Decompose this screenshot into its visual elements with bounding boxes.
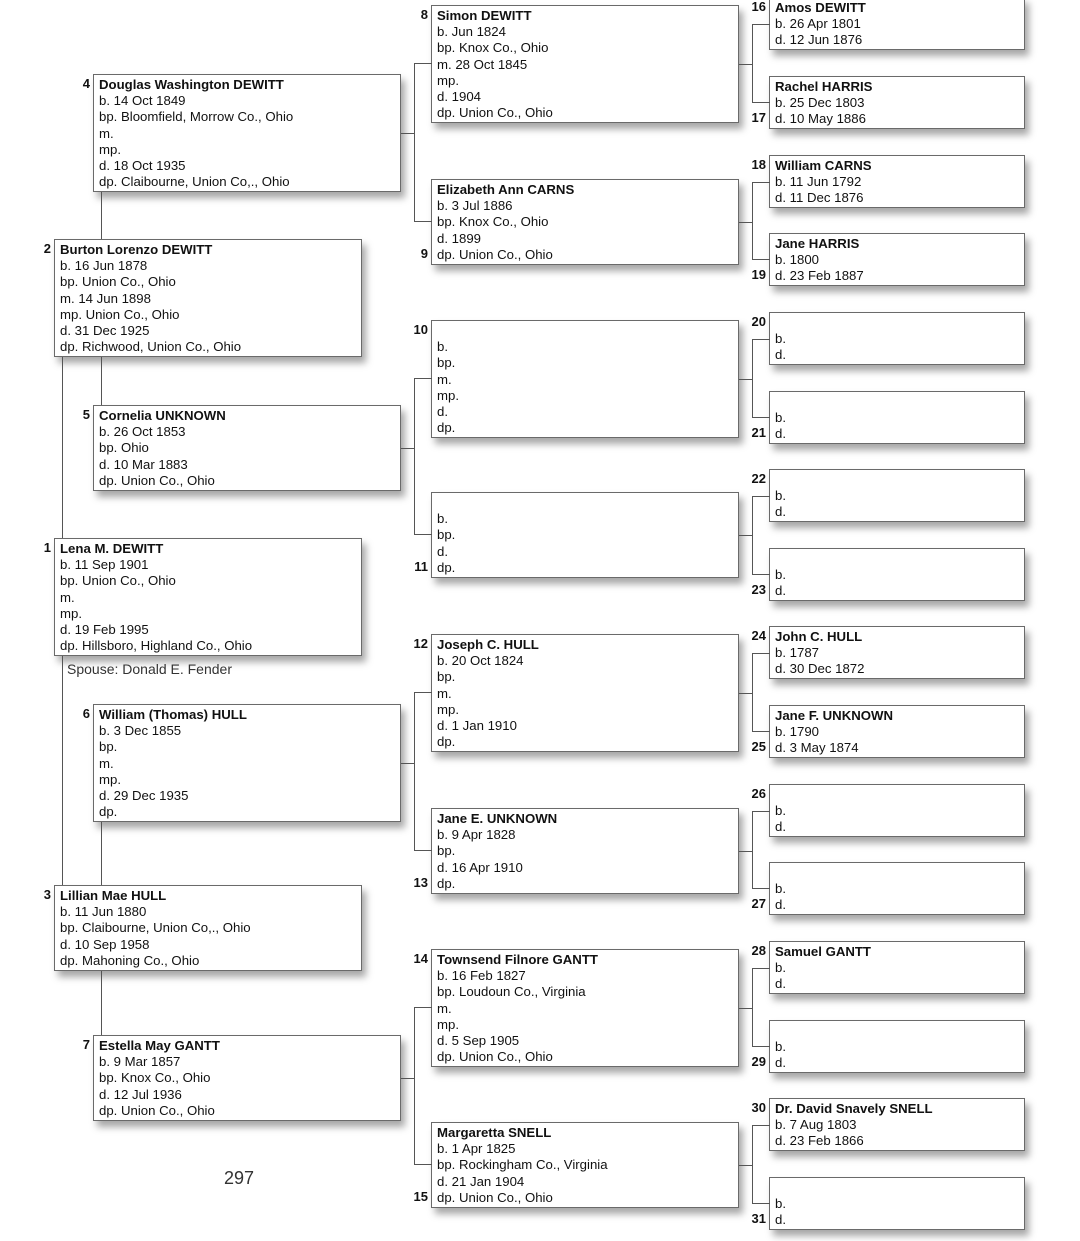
person-box	[769, 312, 1025, 365]
ahnentafel-number: 10	[413, 322, 428, 337]
person-detail: d.	[775, 1212, 786, 1228]
connector-line	[101, 357, 102, 405]
ahnentafel-number: 15	[413, 1189, 428, 1204]
connector-line	[752, 496, 753, 574]
person-detail: bp. Knox Co., Ohio	[437, 40, 549, 56]
person-name	[437, 323, 738, 339]
ahnentafel-number: 16	[751, 0, 766, 14]
person-detail: mp.	[437, 701, 459, 717]
person-box	[431, 808, 739, 894]
connector-line	[752, 653, 753, 731]
connector-line	[62, 357, 63, 538]
person-detail: b. 7 Aug 1803	[775, 1117, 857, 1133]
person-detail: bp. Claibourne, Union Co,., Ohio	[60, 920, 251, 936]
person-detail: b. 1800	[775, 252, 819, 268]
ahnentafel-number: 13	[413, 875, 428, 890]
person-name: Rachel HARRIS	[775, 79, 873, 94]
person-detail: bp. Union Co., Ohio	[60, 274, 176, 290]
person-detail: b. 11 Jun 1880	[60, 904, 147, 920]
person-name	[775, 1023, 1024, 1039]
person-detail: b. 9 Mar 1857	[99, 1054, 181, 1070]
person-detail: d. 19 Feb 1995	[60, 621, 149, 637]
connector-line	[752, 968, 770, 969]
person-box	[93, 1035, 401, 1121]
person-name: William (Thomas) HULL	[99, 707, 247, 722]
connector-line	[414, 63, 415, 221]
person-detail: d. 1 Jan 1910	[437, 717, 517, 733]
connector-line	[752, 1125, 753, 1203]
connector-line	[752, 1203, 770, 1204]
person-box	[769, 784, 1025, 837]
person-detail: bp.	[437, 527, 456, 543]
connector-line	[739, 64, 753, 65]
connector-line	[101, 822, 102, 885]
person-name: Burton Lorenzo DEWITT	[60, 242, 213, 257]
person-name: Lena M. DEWITT	[60, 541, 164, 556]
person-detail: dp. Mahoning Co., Ohio	[60, 952, 200, 968]
person-name: Samuel GANTT	[775, 944, 871, 959]
person-name	[437, 495, 738, 511]
ahnentafel-number: 7	[82, 1037, 90, 1052]
person-name: William CARNS	[775, 158, 872, 173]
person-detail: b.	[775, 881, 786, 897]
person-detail: d.	[775, 347, 786, 363]
person-detail: d. 10 May 1886	[775, 111, 866, 127]
person-detail: b. 1790	[775, 724, 819, 740]
person-detail: dp. Hillsboro, Highland Co., Ohio	[60, 638, 253, 654]
person-detail: b. 9 Apr 1828	[437, 827, 516, 843]
person-detail: bp. Union Co., Ohio	[60, 573, 176, 589]
person-box	[769, 233, 1025, 286]
connector-line	[414, 1007, 432, 1008]
connector-line	[752, 811, 753, 888]
person-detail: m.	[99, 755, 114, 771]
person-name: Townsend Filnore GANTT	[437, 952, 598, 967]
connector-line	[752, 182, 770, 183]
person-detail: b.	[437, 511, 448, 527]
person-detail: bp. Bloomfield, Morrow Co., Ohio	[99, 109, 294, 125]
person-name: Joseph C. HULL	[437, 637, 539, 652]
person-box	[769, 862, 1025, 915]
connector-line	[739, 693, 753, 694]
connector-line	[414, 1164, 432, 1165]
person-detail: b. 11 Jun 1792	[775, 174, 862, 190]
spouse-label: Spouse: Donald E. Fender	[67, 661, 232, 677]
ahnentafel-number: 29	[751, 1054, 766, 1069]
person-name	[775, 394, 1024, 410]
person-name: Douglas Washington DEWITT	[99, 77, 284, 92]
person-detail: d. 31 Dec 1925	[60, 322, 150, 338]
person-name	[775, 472, 1024, 488]
person-detail: dp. Claibourne, Union Co,., Ohio	[99, 174, 290, 190]
person-detail: b.	[775, 960, 786, 976]
person-detail: d.	[775, 1055, 786, 1071]
ahnentafel-number: 8	[420, 7, 428, 22]
person-box	[769, 1177, 1025, 1230]
person-detail: d.	[775, 819, 786, 835]
ahnentafel-number: 27	[751, 896, 766, 911]
connector-line	[739, 1165, 753, 1166]
person-box	[431, 949, 739, 1067]
person-box	[93, 405, 401, 491]
person-detail: d.	[775, 426, 786, 442]
connector-line	[101, 192, 102, 239]
person-name	[775, 865, 1024, 881]
ahnentafel-number: 30	[751, 1100, 766, 1115]
person-detail: d. 21 Jan 1904	[437, 1173, 525, 1189]
person-detail: dp. Union Co., Ohio	[437, 105, 553, 121]
person-box	[54, 885, 362, 971]
ahnentafel-number: 20	[751, 314, 766, 329]
ahnentafel-number: 5	[82, 407, 90, 422]
connector-line	[739, 222, 753, 223]
person-box	[431, 5, 739, 123]
connector-line	[752, 574, 770, 575]
person-detail: bp.	[437, 843, 456, 859]
person-detail: b. 1 Apr 1825	[437, 1141, 516, 1157]
person-detail: bp. Knox Co., Ohio	[99, 1070, 211, 1086]
person-detail: b.	[775, 410, 786, 426]
person-detail: d. 11 Dec 1876	[775, 190, 864, 206]
connector-line	[739, 851, 753, 852]
person-box	[769, 548, 1025, 601]
person-box	[54, 239, 362, 357]
connector-line	[752, 496, 770, 497]
page-number: 297	[224, 1168, 255, 1188]
person-box	[769, 626, 1025, 679]
person-name	[775, 315, 1024, 331]
person-detail: b. 26 Apr 1801	[775, 16, 861, 32]
connector-line	[752, 888, 770, 889]
person-detail: bp. Loudoun Co., Virginia	[437, 984, 586, 1000]
person-name: Estella May GANTT	[99, 1038, 220, 1053]
ahnentafel-number: 22	[751, 471, 766, 486]
person-box	[769, 391, 1025, 444]
connector-line	[752, 24, 753, 102]
person-box	[769, 155, 1025, 208]
person-detail: b.	[775, 567, 786, 583]
person-detail: dp. Union Co., Ohio	[437, 1189, 553, 1205]
person-detail: d. 1899	[437, 230, 481, 246]
person-detail: d.	[775, 897, 786, 913]
person-detail: mp.	[437, 387, 459, 403]
ahnentafel-number: 19	[751, 267, 766, 282]
person-detail: m. 28 Oct 1845	[437, 56, 528, 72]
person-detail: dp.	[437, 734, 456, 750]
person-name	[775, 1180, 1024, 1196]
person-detail: mp.	[437, 72, 459, 88]
person-detail: b. 1787	[775, 645, 819, 661]
person-detail: dp. Union Co., Ohio	[437, 1049, 553, 1065]
person-box	[431, 320, 739, 438]
person-name	[775, 787, 1024, 803]
connector-line	[752, 653, 770, 654]
connector-line	[752, 968, 753, 1046]
connector-line	[739, 1008, 753, 1009]
person-name: Lillian Mae HULL	[60, 888, 167, 903]
person-detail: mp. Union Co., Ohio	[60, 306, 180, 322]
person-detail: b.	[775, 488, 786, 504]
connector-line	[752, 339, 753, 417]
person-detail: d.	[775, 583, 786, 599]
connector-line	[414, 534, 432, 535]
person-detail: b.	[775, 1039, 786, 1055]
person-name: Margaretta SNELL	[437, 1125, 552, 1140]
connector-line	[739, 535, 753, 536]
connector-line	[101, 971, 102, 1035]
connector-line	[401, 1078, 415, 1079]
person-detail: mp.	[437, 1016, 459, 1032]
connector-line	[752, 1046, 770, 1047]
ahnentafel-number: 3	[43, 887, 51, 902]
person-detail: b. 16 Jun 1878	[60, 258, 148, 274]
connector-line	[752, 731, 770, 732]
person-detail: b. Jun 1824	[437, 24, 506, 40]
person-detail: b. 11 Sep 1901	[60, 557, 149, 573]
person-name: Dr. David Snavely SNELL	[775, 1101, 933, 1116]
connector-line	[414, 1007, 415, 1164]
ahnentafel-number: 11	[414, 559, 428, 574]
person-box	[769, 705, 1025, 758]
connector-line	[752, 259, 770, 260]
person-detail: dp.	[437, 420, 456, 436]
person-detail: mp.	[99, 771, 121, 787]
person-detail: dp. Union Co., Ohio	[99, 472, 215, 488]
connector-line	[414, 378, 415, 534]
person-detail: d. 23 Feb 1887	[775, 268, 864, 284]
person-box	[769, 1020, 1025, 1073]
person-detail: d. 10 Sep 1958	[60, 936, 150, 952]
person-box	[769, 76, 1025, 129]
person-detail: bp. Rockingham Co., Virginia	[437, 1157, 608, 1173]
person-detail: dp.	[437, 875, 456, 891]
ahnentafel-number: 17	[751, 110, 766, 125]
connector-line	[752, 1125, 770, 1126]
connector-line	[739, 379, 753, 380]
ahnentafel-number: 4	[82, 76, 90, 91]
person-detail: b. 26 Oct 1853	[99, 424, 186, 440]
person-box	[769, 469, 1025, 522]
person-detail: m.	[60, 589, 75, 605]
person-detail: b.	[775, 803, 786, 819]
person-name: Jane HARRIS	[775, 236, 860, 251]
person-detail: d.	[437, 403, 448, 419]
person-detail: bp. Ohio	[99, 440, 149, 456]
connector-line	[752, 182, 753, 259]
person-box	[93, 704, 401, 822]
ahnentafel-number: 12	[413, 636, 428, 651]
person-detail: bp.	[437, 355, 456, 371]
person-box	[769, 0, 1025, 50]
connector-line	[414, 692, 432, 693]
connector-line	[62, 656, 63, 885]
person-name	[775, 551, 1024, 567]
person-detail: d. 10 Mar 1883	[99, 456, 188, 472]
person-detail: dp.	[99, 804, 118, 820]
person-detail: mp.	[60, 605, 82, 621]
person-detail: b. 14 Oct 1849	[99, 93, 186, 109]
person-detail: d. 18 Oct 1935	[99, 157, 186, 173]
person-detail: d.	[437, 543, 448, 559]
person-detail: m. 14 Jun 1898	[60, 290, 151, 306]
connector-line	[752, 417, 770, 418]
person-box	[431, 492, 739, 578]
person-name: Simon DEWITT	[437, 8, 532, 23]
ahnentafel-number: 6	[82, 706, 90, 721]
person-name: Elizabeth Ann CARNS	[437, 182, 575, 197]
person-detail: bp.	[99, 739, 118, 755]
ahnentafel-number: 21	[751, 425, 766, 440]
person-detail: b. 25 Dec 1803	[775, 95, 865, 111]
person-detail: m.	[99, 125, 114, 141]
connector-line	[752, 339, 770, 340]
ahnentafel-number: 14	[413, 951, 428, 966]
person-detail: m.	[437, 371, 452, 387]
person-box	[769, 941, 1025, 994]
person-detail: d. 30 Dec 1872	[775, 661, 865, 677]
ahnentafel-number: 9	[420, 246, 428, 261]
person-detail: bp.	[437, 669, 456, 685]
person-detail: d.	[775, 976, 786, 992]
person-detail: b.	[775, 331, 786, 347]
ahnentafel-number: 31	[751, 1211, 766, 1226]
person-box	[431, 634, 739, 752]
person-detail: b.	[437, 339, 448, 355]
person-detail: b. 20 Oct 1824	[437, 653, 524, 669]
person-name: Cornelia UNKNOWN	[99, 408, 226, 423]
person-detail: m.	[437, 1000, 452, 1016]
ahnentafel-number: 26	[751, 786, 766, 801]
person-box	[769, 1098, 1025, 1151]
person-detail: d. 1904	[437, 88, 481, 104]
person-detail: d. 16 Apr 1910	[437, 859, 523, 875]
person-box	[431, 1122, 739, 1208]
person-box	[93, 74, 401, 192]
ahnentafel-number: 28	[751, 943, 766, 958]
person-box	[54, 538, 362, 656]
person-detail: m.	[437, 685, 452, 701]
person-box	[431, 179, 739, 265]
connector-line	[414, 221, 432, 222]
ahnentafel-number: 25	[751, 739, 766, 754]
person-detail: b.	[775, 1196, 786, 1212]
person-detail: d. 5 Sep 1905	[437, 1032, 520, 1048]
person-name: John C. HULL	[775, 629, 863, 644]
ahnentafel-number: 23	[751, 582, 766, 597]
connector-line	[401, 763, 415, 764]
person-detail: d. 23 Feb 1866	[775, 1133, 864, 1149]
person-detail: dp. Richwood, Union Co., Ohio	[60, 339, 242, 355]
person-detail: b. 3 Dec 1855	[99, 723, 182, 739]
person-detail: dp.	[437, 559, 456, 575]
person-detail: mp.	[99, 141, 121, 157]
person-detail: b. 3 Jul 1886	[437, 198, 513, 214]
person-detail: d.	[775, 504, 786, 520]
person-detail: d. 3 May 1874	[775, 740, 859, 756]
person-detail: bp. Knox Co., Ohio	[437, 214, 549, 230]
connector-line	[752, 102, 770, 103]
connector-line	[401, 133, 415, 134]
ahnentafel-number: 2	[43, 241, 51, 256]
ahnentafel-number: 24	[751, 628, 766, 643]
person-detail: d. 12 Jul 1936	[99, 1086, 182, 1102]
ahnentafel-number: 18	[751, 157, 766, 172]
person-detail: dp. Union Co., Ohio	[99, 1102, 215, 1118]
connector-line	[414, 63, 432, 64]
person-detail: d. 29 Dec 1935	[99, 787, 189, 803]
connector-line	[414, 692, 415, 850]
connector-line	[752, 24, 770, 25]
person-detail: d. 12 Jun 1876	[775, 32, 863, 48]
person-name: Jane F. UNKNOWN	[775, 708, 893, 723]
connector-line	[752, 811, 770, 812]
connector-line	[414, 850, 432, 851]
connector-line	[414, 378, 432, 379]
connector-line	[401, 448, 415, 449]
person-name: Amos DEWITT	[775, 0, 866, 15]
person-detail: dp. Union Co., Ohio	[437, 246, 553, 262]
person-name: Jane E. UNKNOWN	[437, 811, 558, 826]
person-detail: b. 16 Feb 1827	[437, 968, 526, 984]
ahnentafel-number: 1	[43, 540, 51, 555]
